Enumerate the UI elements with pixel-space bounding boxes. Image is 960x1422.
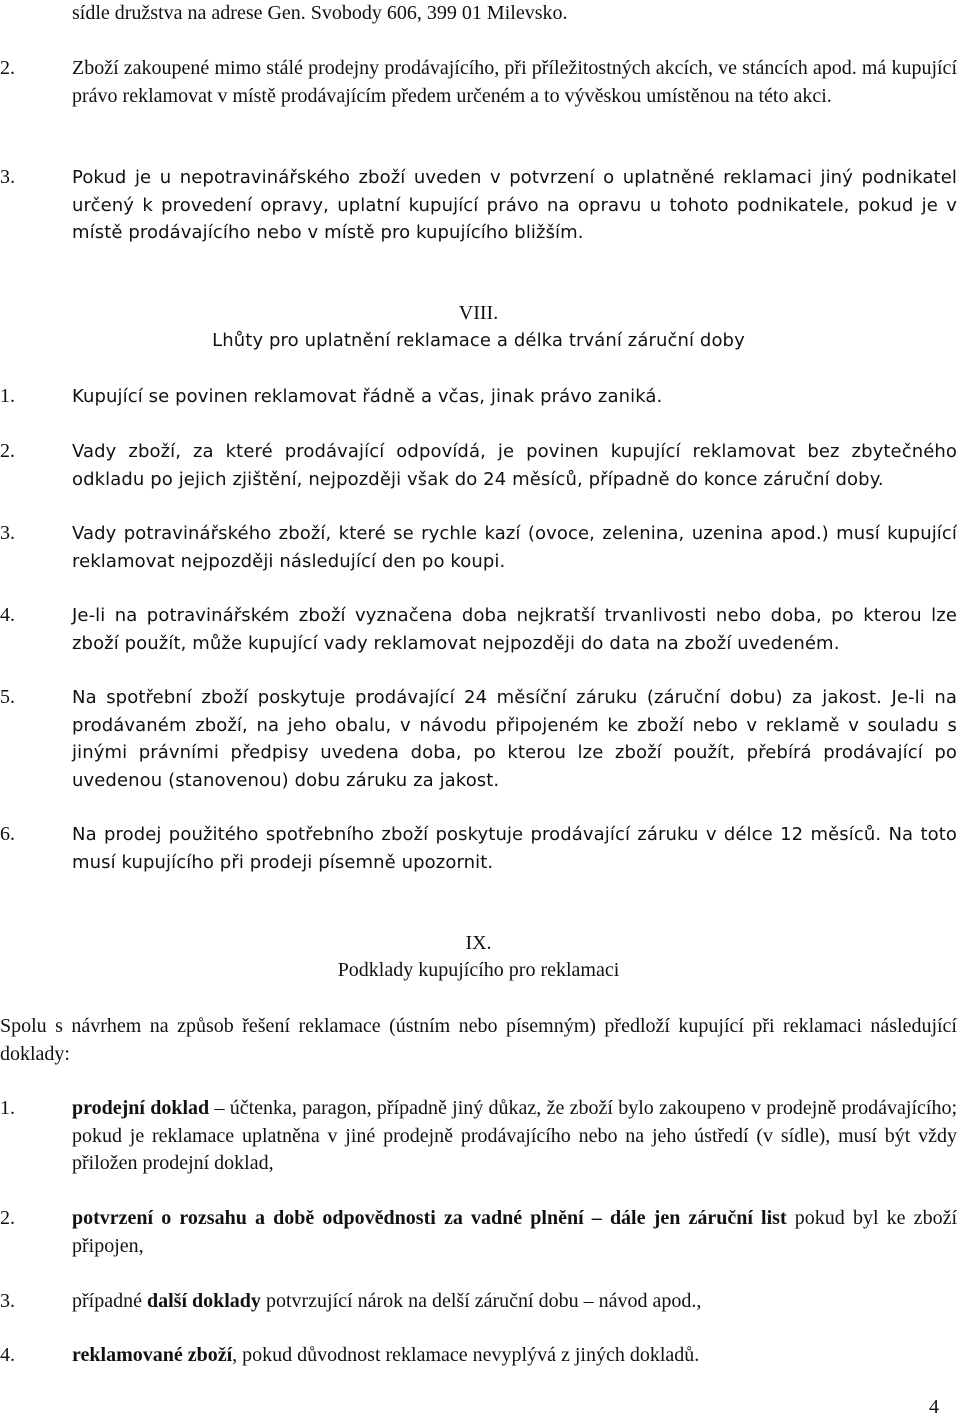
item-text: Vady potravinářského zboží, které se rychle kazí (ovoce, zelenina, uzenina apod.) musí kupující reklamovat nejpozději následující den po koupi. [72, 523, 957, 572]
item-text: Je-li na potravinářském zboží vyznačena doba nejkratší trvanlivosti nebo doba, po kterou lze zboží použít, může kupující vady reklamovat nejpozději do data na zboží uvedeném. [72, 605, 957, 654]
list-item [0, 520, 957, 575]
list-item [0, 1342, 957, 1370]
item-rest: – účtenka, paragon, případně jiný důkaz, že zboží bylo zakoupeno v prodejně prodávajícího; pokud je reklamace uplatněna v jiné prodejně prodávajícího nebo na jeho ústředí (v sídle), musí být vždy přiložen prodejní doklad, [72, 1097, 957, 1174]
list-item [0, 1205, 957, 1260]
item-number: 3. [0, 166, 16, 188]
item-text: Vady zboží, za které prodávající odpovídá, je povinen kupující reklamovat bez zbytečného odkladu po jejich zjištění, nejpozději však do 24 měsíců, případně do konce záruční doby. [72, 441, 957, 490]
item-text: Na spotřební zboží poskytuje prodávající 24 měsíční záruku (záruční dobu) za jakost. Je-li na prodávaném zboží, na jeho obalu, v návodu připojeném ke zboží nebo v reklamě v souladu s jinými právními předpisy uvedena doba, po kterou lze zboží použít, přebírá prodávající po uvedenou (stanovenou) dobu záruku za jakost. [72, 687, 957, 791]
item-text [72, 1205, 957, 1260]
item-bold: prodejní doklad [72, 1097, 210, 1119]
list-item [0, 1288, 957, 1316]
intro-line: sídle družstva na adrese Gen. Svobody 606, 399 01 Milevsko. [72, 2, 568, 24]
list-item [0, 821, 957, 876]
item-number: 5. [0, 686, 15, 708]
item-rest: , pokud důvodnost reklamace nevyplývá z jiných dokladů. [232, 1344, 700, 1366]
list-item [0, 383, 957, 411]
item-number: 4. [0, 1344, 15, 1366]
item-number: 2. [0, 57, 15, 79]
item-number: 3. [0, 1290, 15, 1312]
item-number: 1. [0, 385, 15, 407]
item-text [72, 1342, 957, 1370]
list-item [0, 684, 957, 794]
list-item [0, 164, 957, 247]
section-title: Lhůty pro uplatnění reklamace a délka trvání záruční doby [212, 330, 745, 351]
item-number: 2. [0, 440, 15, 462]
section-title: Podklady kupujícího pro reklamaci [337, 959, 620, 981]
item-rest: pokud byl ke zboží připojen, [72, 1207, 957, 1257]
item-number: 6. [0, 823, 15, 845]
item-text: Na prodej použitého spotřebního zboží poskytuje prodávající záruku v délce 12 měsíců. Na toto musí kupujícího při prodeji písemně upozornit. [72, 824, 957, 873]
item-rest: potvrzující nárok na delší záruční dobu – návod apod., [260, 1290, 702, 1312]
item-text: Kupující se povinen reklamovat řádně a včas, jinak právo zaniká. [72, 386, 663, 407]
item-bold: další doklady [146, 1290, 261, 1312]
section-number: VIII. [458, 302, 499, 324]
page-number: 4 [929, 1396, 939, 1418]
item-number: 4. [0, 604, 15, 626]
list-item [0, 438, 957, 493]
item-pre: případné [72, 1290, 147, 1312]
item-text: Pokud je u nepotravinářského zboží uveden v potvrzení o uplatněné reklamaci jiný podnikatel určený k provedení opravy, uplatní kupující právo na opravu u tohoto podnikatele, pokud je v místě prodávajícího nebo v místě pro kupujícího bližším. [72, 167, 957, 243]
item-number: 3. [0, 522, 15, 544]
list-item [0, 1095, 957, 1178]
item-number: 2. [0, 1207, 15, 1229]
list-item [0, 55, 957, 110]
item-text: Zboží zakoupené mimo stálé prodejny prodávajícího, při příležitostných akcích, ve stáncích apod. má kupující právo reklamovat v místě prodávajícím předem určeném a to vývěskou umístěnou na této akci. [72, 57, 957, 107]
item-text [72, 1095, 957, 1178]
section-number: IX. [465, 932, 492, 954]
section-intro: Spolu s návrhem na způsob řešení reklamace (ústním nebo písemným) předloží kupující při reklamaci následující doklady: [0, 1015, 957, 1065]
item-text [72, 1288, 957, 1316]
item-number: 1. [0, 1097, 15, 1119]
list-item [0, 602, 957, 657]
item-bold: potvrzení o rozsahu a době odpovědnosti za vadné plnění – dále jen záruční list [72, 1207, 787, 1229]
item-bold: reklamované zboží [72, 1344, 233, 1366]
